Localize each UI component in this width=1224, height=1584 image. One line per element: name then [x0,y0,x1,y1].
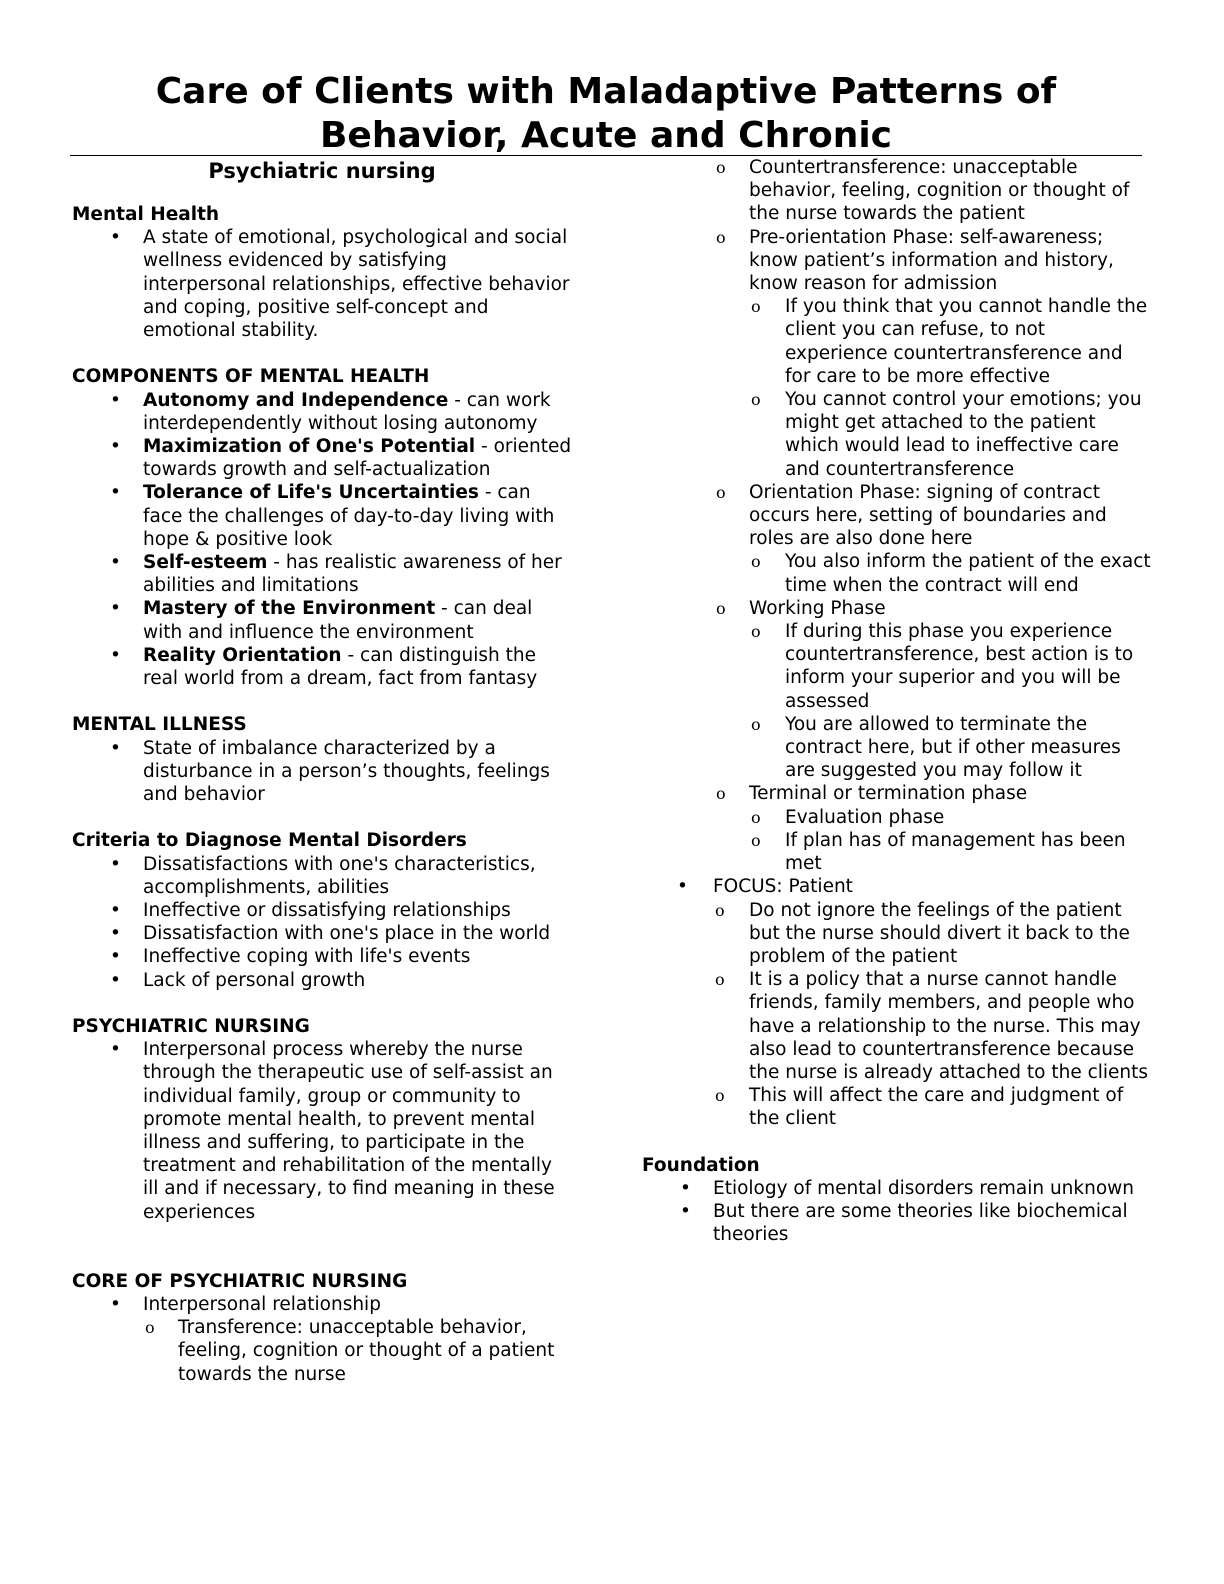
section-heading: Foundation [642,1154,760,1176]
nested-list-item: o It is a policy that a nurse cannot handle friends, family members, and people who have a relationship to the nurse. This may also lead to countertransference because the nurse is already attached to the clients [713,968,1152,1084]
list-item [72,644,572,690]
left-column [72,156,572,1386]
description: - can deal with and influence the environment [143,598,533,643]
psychiatric-nursing-section [72,1015,572,1224]
term: Reality Orientation [143,644,342,666]
list-item [72,389,572,435]
description: - has realistic awareness of her abilities and limitations [143,552,562,597]
item-text: Pre-orientation Phase: self-awareness; know patient’s information and history, know reason for admission [749,226,1114,295]
nested-list-item: o Do not ignore the feelings of the patient but the nurse should divert it back to the problem of the patient [713,899,1152,969]
item-text: FOCUS: Patient [713,876,853,898]
term: Maximization of One's Potential [143,436,476,458]
list-item [642,875,1152,1130]
section-heading: COMPONENTS OF MENTAL HEALTH [72,366,430,388]
foundation-section [642,1154,1152,1247]
section-heading: Mental Health [72,204,220,225]
list-item: • But there are some theories like biochemical theories [642,1200,1152,1246]
term: Autonomy and Independence [143,389,449,411]
list-item: • Lack of personal growth [72,969,572,992]
list-item: • Dissatisfaction with one's place in the world [72,922,572,945]
list-item: • Ineffective or dissatisfying relationships [72,899,572,922]
term: Mastery of the Environment [143,598,436,620]
list-item [72,1293,572,1386]
mental-health-section [72,203,572,342]
item-text: Interpersonal relationship [143,1294,381,1316]
section-heading: MENTAL ILLNESS [72,714,247,736]
description: - can work interdependently without losing autonomy [143,389,551,434]
section-heading: CORE OF PSYCHIATRIC NURSING [72,1270,408,1292]
criteria-section [72,829,572,991]
sub-list-item [642,481,1152,597]
section-heading: Criteria to Diagnose Mental Disorders [72,830,467,852]
list-item: • Dissatisfactions with one's characteristics, accomplishments, abilities [72,853,572,899]
nested-list-item: o If you think that you cannot handle the client you can refuse, to not experience countertransference and for care to be more effective [749,295,1152,388]
nested-list-item: o You also inform the patient of the exact time when the contract will end [749,550,1152,596]
nested-list-item: o Evaluation phase [749,806,1152,829]
nested-list-item: o If plan has of management has been met [749,829,1152,875]
description: - can face the challenges of day-to-day living with hope & positive look [143,482,555,550]
list-item [72,551,572,597]
item-text: Orientation Phase: signing of contract occurs here, setting of boundaries and roles are also done here [749,481,1107,550]
nested-list-item: o You cannot control your emotions; you might get attached to the patient which would lead to ineffective care and countertransference [749,388,1152,481]
mental-illness-section [72,713,572,806]
core-section [72,1270,572,1386]
list-item [72,481,572,551]
nested-list-item: o This will affect the care and judgment of the client [713,1084,1152,1130]
nested-list-item: o You are allowed to terminate the contract here, but if other measures are suggested you may follow it [749,713,1152,783]
section-heading: PSYCHIATRIC NURSING [72,1016,310,1038]
list-item [72,435,572,481]
components-section [72,365,572,690]
right-column [642,156,1152,1247]
nested-list-item: o If during this phase you experience countertransference, best action is to inform your superior and you will be assessed [749,620,1152,713]
list-item: • Ineffective coping with life's events [72,945,572,968]
column-title: Psychiatric nursing [208,159,436,183]
list-item [72,597,572,643]
item-text: Working Phase [749,597,886,619]
description: - can distinguish the real world from a dream, fact from fantasy [143,644,538,690]
term: Tolerance of Life's Uncertainties [143,482,479,504]
term: Self-esteem [143,552,268,574]
list-item: • Interpersonal process whereby the nurse through the therapeutic use of self-assist an individual family, group or community to promote mental health, to prevent mental illness and suffering, to participate in the treatment and rehabilitation of the mentally ill and if necessary, to find meaning in these experiences [72,1038,572,1224]
sub-list-item: o Countertransference: unacceptable behavior, feeling, cognition or thought of the nurse towards the patient [642,156,1152,226]
list-item: • A state of emotional, psychological and social wellness evidenced by satisfying interpersonal relationships, effective behavior and coping, positive self-concept and emotional stability. [72,226,572,342]
sub-list-item [642,782,1152,875]
list-item: • State of imbalance characterized by a disturbance in a person’s thoughts, feelings and behavior [72,737,572,807]
sub-list-item [642,597,1152,783]
sub-list-item: o Transference: unacceptable behavior, feeling, cognition or thought of a patient towards the nurse [143,1316,572,1386]
sub-list-item [642,226,1152,481]
description: - oriented towards growth and self-actualization [143,436,572,481]
page-title: Care of Clients with Maladaptive Patterns of Behavior, Acute and Chronic [155,71,1057,156]
item-text: Terminal or termination phase [749,783,1028,805]
list-item: • Etiology of mental disorders remain unknown [642,1177,1152,1200]
